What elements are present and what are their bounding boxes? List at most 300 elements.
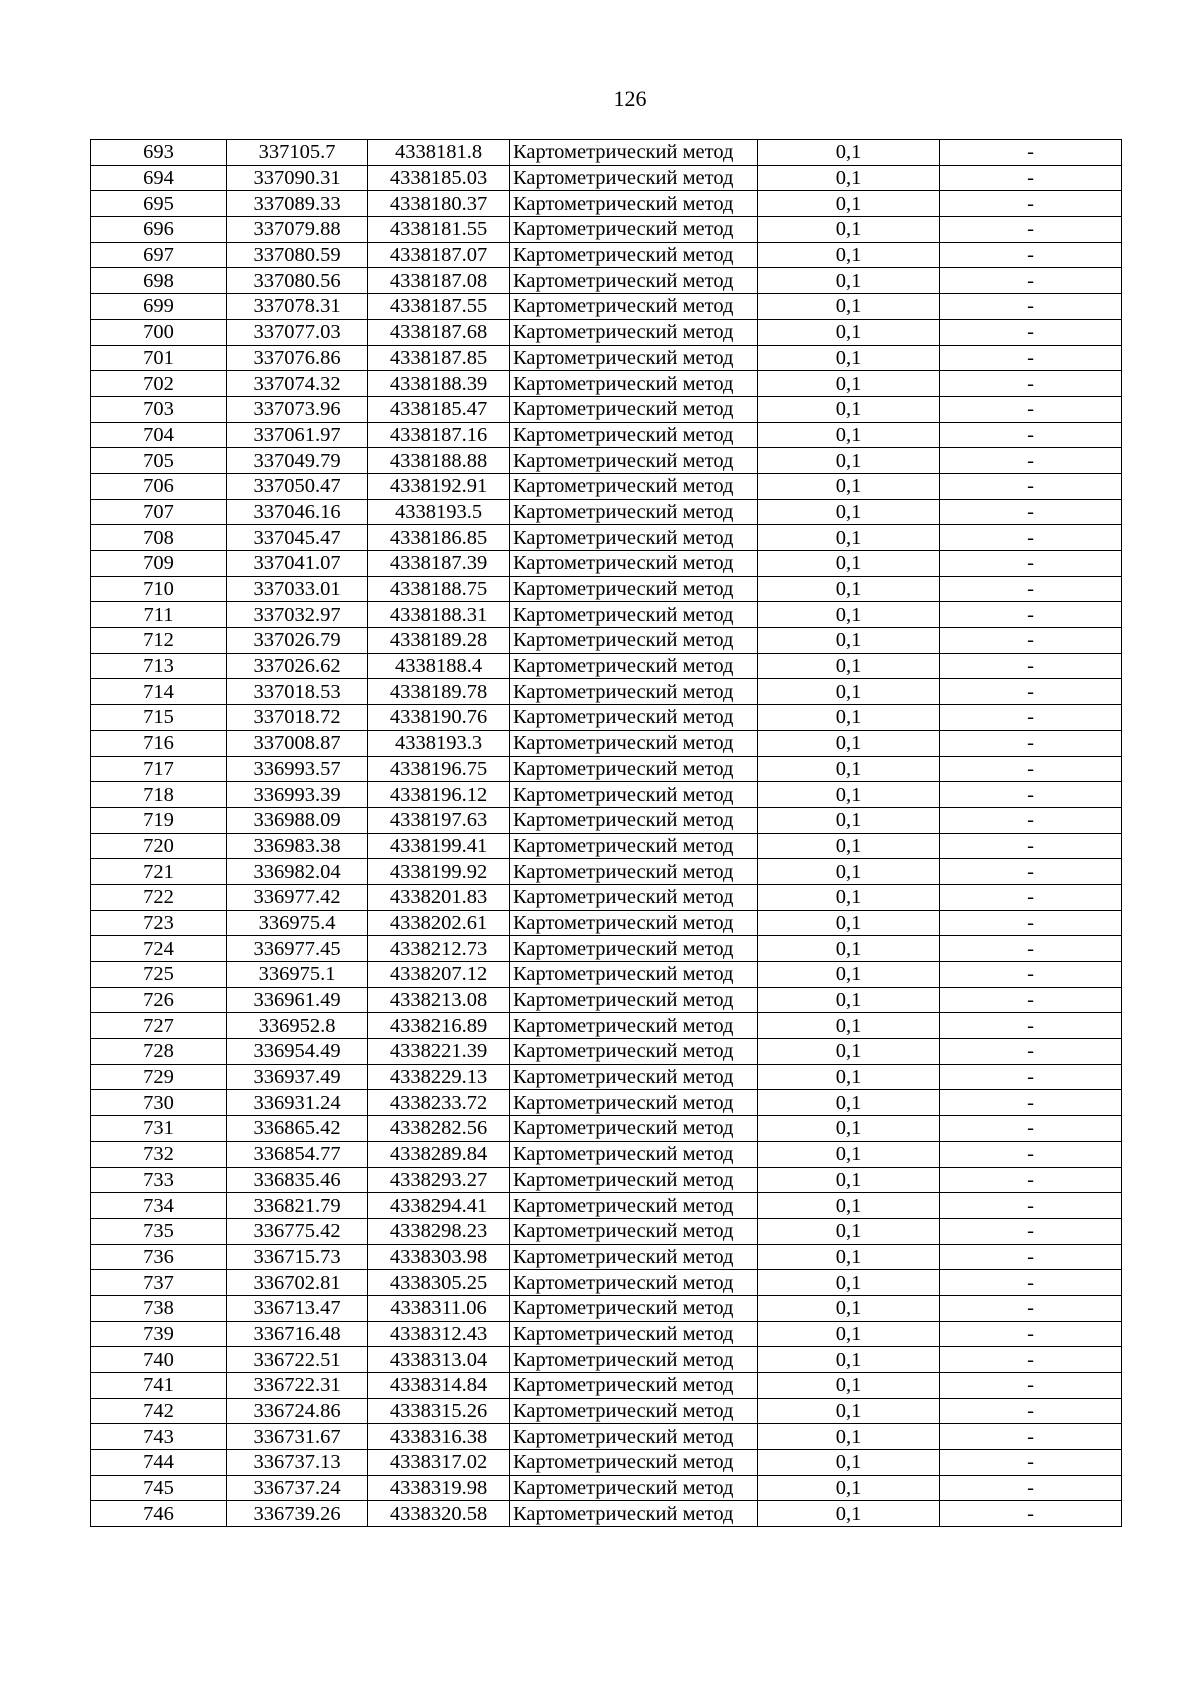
y-coordinate-cell: 4338312.43 [368, 1321, 510, 1347]
table-row [91, 1167, 1122, 1193]
x-coordinate-cell: 337049.79 [227, 448, 368, 474]
point-number-cell: 705 [91, 448, 227, 474]
accuracy-cell: 0,1 [758, 191, 940, 217]
accuracy-cell: 0,1 [758, 1116, 940, 1142]
point-number-cell: 693 [91, 140, 227, 166]
method-cell: Картометрический метод [510, 1321, 758, 1347]
accuracy-cell: 0,1 [758, 1398, 940, 1424]
table-row [91, 1295, 1122, 1321]
point-number-cell: 737 [91, 1270, 227, 1296]
x-coordinate-cell: 337073.96 [227, 396, 368, 422]
point-number-cell: 726 [91, 987, 227, 1013]
point-number-cell: 744 [91, 1450, 227, 1476]
accuracy-cell: 0,1 [758, 1064, 940, 1090]
point-number-cell: 719 [91, 807, 227, 833]
accuracy-cell: 0,1 [758, 859, 940, 885]
point-number-cell: 728 [91, 1039, 227, 1065]
method-cell: Картометрический метод [510, 191, 758, 217]
accuracy-cell: 0,1 [758, 165, 940, 191]
accuracy-cell: 0,1 [758, 422, 940, 448]
y-coordinate-cell: 4338187.68 [368, 319, 510, 345]
method-cell: Картометрический метод [510, 1218, 758, 1244]
accuracy-cell: 0,1 [758, 396, 940, 422]
table-row [91, 1013, 1122, 1039]
note-cell: - [940, 730, 1122, 756]
method-cell: Картометрический метод [510, 1244, 758, 1270]
accuracy-cell: 0,1 [758, 1424, 940, 1450]
note-cell: - [940, 602, 1122, 628]
point-number-cell: 733 [91, 1167, 227, 1193]
table-row [91, 551, 1122, 577]
y-coordinate-cell: 4338181.55 [368, 217, 510, 243]
y-coordinate-cell: 4338315.26 [368, 1398, 510, 1424]
x-coordinate-cell: 337046.16 [227, 499, 368, 525]
note-cell: - [940, 473, 1122, 499]
note-cell: - [940, 1039, 1122, 1065]
note-cell: - [940, 705, 1122, 731]
x-coordinate-cell: 337061.97 [227, 422, 368, 448]
method-cell: Картометрический метод [510, 576, 758, 602]
accuracy-cell: 0,1 [758, 217, 940, 243]
method-cell: Картометрический метод [510, 602, 758, 628]
note-cell: - [940, 1193, 1122, 1219]
method-cell: Картометрический метод [510, 371, 758, 397]
accuracy-cell: 0,1 [758, 910, 940, 936]
point-number-cell: 700 [91, 319, 227, 345]
accuracy-cell: 0,1 [758, 551, 940, 577]
x-coordinate-cell: 337041.07 [227, 551, 368, 577]
method-cell: Картометрический метод [510, 1193, 758, 1219]
y-coordinate-cell: 4338207.12 [368, 962, 510, 988]
note-cell: - [940, 653, 1122, 679]
y-coordinate-cell: 4338196.75 [368, 756, 510, 782]
y-coordinate-cell: 4338305.25 [368, 1270, 510, 1296]
note-cell: - [940, 217, 1122, 243]
point-number-cell: 703 [91, 396, 227, 422]
table-row [91, 268, 1122, 294]
accuracy-cell: 0,1 [758, 499, 940, 525]
y-coordinate-cell: 4338229.13 [368, 1064, 510, 1090]
point-number-cell: 741 [91, 1373, 227, 1399]
method-cell: Картометрический метод [510, 962, 758, 988]
table-row [91, 1450, 1122, 1476]
point-number-cell: 707 [91, 499, 227, 525]
coordinates-table [90, 139, 1122, 1527]
accuracy-cell: 0,1 [758, 1321, 940, 1347]
note-cell: - [940, 1141, 1122, 1167]
y-coordinate-cell: 4338188.88 [368, 448, 510, 474]
table-row [91, 1398, 1122, 1424]
y-coordinate-cell: 4338298.23 [368, 1218, 510, 1244]
point-number-cell: 706 [91, 473, 227, 499]
x-coordinate-cell: 337050.47 [227, 473, 368, 499]
y-coordinate-cell: 4338193.3 [368, 730, 510, 756]
table-row [91, 884, 1122, 910]
accuracy-cell: 0,1 [758, 1270, 940, 1296]
y-coordinate-cell: 4338221.39 [368, 1039, 510, 1065]
method-cell: Картометрический метод [510, 1141, 758, 1167]
table-row [91, 217, 1122, 243]
point-number-cell: 730 [91, 1090, 227, 1116]
note-cell: - [940, 1064, 1122, 1090]
table-row [91, 319, 1122, 345]
point-number-cell: 731 [91, 1116, 227, 1142]
point-number-cell: 738 [91, 1295, 227, 1321]
note-cell: - [940, 1295, 1122, 1321]
method-cell: Картометрический метод [510, 1373, 758, 1399]
method-cell: Картометрический метод [510, 217, 758, 243]
point-number-cell: 694 [91, 165, 227, 191]
note-cell: - [940, 1501, 1122, 1527]
note-cell: - [940, 525, 1122, 551]
x-coordinate-cell: 337077.03 [227, 319, 368, 345]
point-number-cell: 716 [91, 730, 227, 756]
note-cell: - [940, 1013, 1122, 1039]
table-row [91, 936, 1122, 962]
table-row [91, 1244, 1122, 1270]
accuracy-cell: 0,1 [758, 576, 940, 602]
point-number-cell: 742 [91, 1398, 227, 1424]
x-coordinate-cell: 337074.32 [227, 371, 368, 397]
point-number-cell: 727 [91, 1013, 227, 1039]
note-cell: - [940, 1373, 1122, 1399]
note-cell: - [940, 345, 1122, 371]
method-cell: Картометрический метод [510, 884, 758, 910]
point-number-cell: 698 [91, 268, 227, 294]
table-row [91, 782, 1122, 808]
accuracy-cell: 0,1 [758, 1347, 940, 1373]
method-cell: Картометрический метод [510, 910, 758, 936]
table-row [91, 1090, 1122, 1116]
note-cell: - [940, 859, 1122, 885]
accuracy-cell: 0,1 [758, 1141, 940, 1167]
note-cell: - [940, 1244, 1122, 1270]
y-coordinate-cell: 4338313.04 [368, 1347, 510, 1373]
y-coordinate-cell: 4338213.08 [368, 987, 510, 1013]
method-cell: Картометрический метод [510, 422, 758, 448]
method-cell: Картометрический метод [510, 525, 758, 551]
note-cell: - [940, 1116, 1122, 1142]
y-coordinate-cell: 4338187.16 [368, 422, 510, 448]
note-cell: - [940, 936, 1122, 962]
y-coordinate-cell: 4338193.5 [368, 499, 510, 525]
x-coordinate-cell: 337032.97 [227, 602, 368, 628]
y-coordinate-cell: 4338187.55 [368, 294, 510, 320]
method-cell: Картометрический метод [510, 730, 758, 756]
x-coordinate-cell: 337033.01 [227, 576, 368, 602]
note-cell: - [940, 884, 1122, 910]
x-coordinate-cell: 337078.31 [227, 294, 368, 320]
y-coordinate-cell: 4338190.76 [368, 705, 510, 731]
note-cell: - [940, 833, 1122, 859]
method-cell: Картометрический метод [510, 396, 758, 422]
method-cell: Картометрический метод [510, 345, 758, 371]
note-cell: - [940, 1218, 1122, 1244]
table-row [91, 602, 1122, 628]
table-row [91, 448, 1122, 474]
accuracy-cell: 0,1 [758, 1501, 940, 1527]
y-coordinate-cell: 4338196.12 [368, 782, 510, 808]
note-cell: - [940, 576, 1122, 602]
point-number-cell: 702 [91, 371, 227, 397]
accuracy-cell: 0,1 [758, 1475, 940, 1501]
table-row [91, 1347, 1122, 1373]
method-cell: Картометрический метод [510, 782, 758, 808]
table-row [91, 165, 1122, 191]
y-coordinate-cell: 4338185.47 [368, 396, 510, 422]
x-coordinate-cell: 336737.13 [227, 1450, 368, 1476]
point-number-cell: 732 [91, 1141, 227, 1167]
x-coordinate-cell: 337045.47 [227, 525, 368, 551]
page-number: 126 [613, 86, 647, 111]
accuracy-cell: 0,1 [758, 140, 940, 166]
note-cell: - [940, 1347, 1122, 1373]
method-cell: Картометрический метод [510, 1167, 758, 1193]
x-coordinate-cell: 337080.56 [227, 268, 368, 294]
y-coordinate-cell: 4338303.98 [368, 1244, 510, 1270]
accuracy-cell: 0,1 [758, 319, 940, 345]
coordinates-table-body [91, 140, 1122, 1527]
note-cell: - [940, 551, 1122, 577]
y-coordinate-cell: 4338289.84 [368, 1141, 510, 1167]
point-number-cell: 739 [91, 1321, 227, 1347]
y-coordinate-cell: 4338188.39 [368, 371, 510, 397]
y-coordinate-cell: 4338201.83 [368, 884, 510, 910]
method-cell: Картометрический метод [510, 268, 758, 294]
accuracy-cell: 0,1 [758, 936, 940, 962]
x-coordinate-cell: 336988.09 [227, 807, 368, 833]
table-row [91, 1475, 1122, 1501]
x-coordinate-cell: 337018.72 [227, 705, 368, 731]
accuracy-cell: 0,1 [758, 602, 940, 628]
table-row [91, 1218, 1122, 1244]
y-coordinate-cell: 4338180.37 [368, 191, 510, 217]
point-number-cell: 717 [91, 756, 227, 782]
table-row [91, 473, 1122, 499]
y-coordinate-cell: 4338316.38 [368, 1424, 510, 1450]
y-coordinate-cell: 4338192.91 [368, 473, 510, 499]
x-coordinate-cell: 336954.49 [227, 1039, 368, 1065]
table-row [91, 345, 1122, 371]
x-coordinate-cell: 336952.8 [227, 1013, 368, 1039]
note-cell: - [940, 756, 1122, 782]
x-coordinate-cell: 336722.51 [227, 1347, 368, 1373]
point-number-cell: 708 [91, 525, 227, 551]
note-cell: - [940, 242, 1122, 268]
point-number-cell: 735 [91, 1218, 227, 1244]
accuracy-cell: 0,1 [758, 473, 940, 499]
note-cell: - [940, 1321, 1122, 1347]
method-cell: Картометрический метод [510, 1398, 758, 1424]
y-coordinate-cell: 4338187.08 [368, 268, 510, 294]
table-row [91, 1373, 1122, 1399]
x-coordinate-cell: 336716.48 [227, 1321, 368, 1347]
y-coordinate-cell: 4338199.92 [368, 859, 510, 885]
note-cell: - [940, 962, 1122, 988]
table-row [91, 859, 1122, 885]
note-cell: - [940, 1424, 1122, 1450]
x-coordinate-cell: 336977.42 [227, 884, 368, 910]
note-cell: - [940, 319, 1122, 345]
x-coordinate-cell: 337076.86 [227, 345, 368, 371]
table-row [91, 653, 1122, 679]
accuracy-cell: 0,1 [758, 807, 940, 833]
table-row [91, 910, 1122, 936]
point-number-cell: 729 [91, 1064, 227, 1090]
accuracy-cell: 0,1 [758, 371, 940, 397]
note-cell: - [940, 1398, 1122, 1424]
method-cell: Картометрический метод [510, 1116, 758, 1142]
x-coordinate-cell: 336715.73 [227, 1244, 368, 1270]
x-coordinate-cell: 336865.42 [227, 1116, 368, 1142]
point-number-cell: 725 [91, 962, 227, 988]
method-cell: Картометрический метод [510, 294, 758, 320]
x-coordinate-cell: 337018.53 [227, 679, 368, 705]
method-cell: Картометрический метод [510, 473, 758, 499]
y-coordinate-cell: 4338293.27 [368, 1167, 510, 1193]
point-number-cell: 709 [91, 551, 227, 577]
table-row [91, 140, 1122, 166]
method-cell: Картометрический метод [510, 1270, 758, 1296]
table-row [91, 679, 1122, 705]
table-row [91, 1064, 1122, 1090]
accuracy-cell: 0,1 [758, 1244, 940, 1270]
point-number-cell: 695 [91, 191, 227, 217]
point-number-cell: 714 [91, 679, 227, 705]
x-coordinate-cell: 336975.1 [227, 962, 368, 988]
method-cell: Картометрический метод [510, 1064, 758, 1090]
y-coordinate-cell: 4338282.56 [368, 1116, 510, 1142]
accuracy-cell: 0,1 [758, 730, 940, 756]
x-coordinate-cell: 336982.04 [227, 859, 368, 885]
x-coordinate-cell: 336931.24 [227, 1090, 368, 1116]
y-coordinate-cell: 4338317.02 [368, 1450, 510, 1476]
x-coordinate-cell: 336821.79 [227, 1193, 368, 1219]
method-cell: Картометрический метод [510, 936, 758, 962]
method-cell: Картометрический метод [510, 987, 758, 1013]
y-coordinate-cell: 4338186.85 [368, 525, 510, 551]
y-coordinate-cell: 4338188.75 [368, 576, 510, 602]
y-coordinate-cell: 4338216.89 [368, 1013, 510, 1039]
table-row [91, 1141, 1122, 1167]
x-coordinate-cell: 337090.31 [227, 165, 368, 191]
note-cell: - [940, 987, 1122, 1013]
y-coordinate-cell: 4338212.73 [368, 936, 510, 962]
note-cell: - [940, 807, 1122, 833]
note-cell: - [940, 910, 1122, 936]
method-cell: Картометрический метод [510, 242, 758, 268]
accuracy-cell: 0,1 [758, 884, 940, 910]
x-coordinate-cell: 337008.87 [227, 730, 368, 756]
y-coordinate-cell: 4338233.72 [368, 1090, 510, 1116]
note-cell: - [940, 371, 1122, 397]
method-cell: Картометрический метод [510, 165, 758, 191]
note-cell: - [940, 422, 1122, 448]
x-coordinate-cell: 336731.67 [227, 1424, 368, 1450]
table-row [91, 371, 1122, 397]
table-row [91, 628, 1122, 654]
note-cell: - [940, 782, 1122, 808]
point-number-cell: 746 [91, 1501, 227, 1527]
point-number-cell: 734 [91, 1193, 227, 1219]
note-cell: - [940, 499, 1122, 525]
x-coordinate-cell: 336739.26 [227, 1501, 368, 1527]
y-coordinate-cell: 4338197.63 [368, 807, 510, 833]
y-coordinate-cell: 4338199.41 [368, 833, 510, 859]
method-cell: Картометрический метод [510, 807, 758, 833]
method-cell: Картометрический метод [510, 653, 758, 679]
accuracy-cell: 0,1 [758, 242, 940, 268]
x-coordinate-cell: 337026.62 [227, 653, 368, 679]
x-coordinate-cell: 336937.49 [227, 1064, 368, 1090]
x-coordinate-cell: 336775.42 [227, 1218, 368, 1244]
y-coordinate-cell: 4338311.06 [368, 1295, 510, 1321]
table-row [91, 833, 1122, 859]
x-coordinate-cell: 337079.88 [227, 217, 368, 243]
point-number-cell: 745 [91, 1475, 227, 1501]
accuracy-cell: 0,1 [758, 525, 940, 551]
accuracy-cell: 0,1 [758, 1167, 940, 1193]
x-coordinate-cell: 336724.86 [227, 1398, 368, 1424]
table-row [91, 191, 1122, 217]
note-cell: - [940, 191, 1122, 217]
table-row [91, 705, 1122, 731]
y-coordinate-cell: 4338294.41 [368, 1193, 510, 1219]
method-cell: Картометрический метод [510, 1475, 758, 1501]
table-row [91, 962, 1122, 988]
table-row [91, 1501, 1122, 1527]
table-row [91, 1321, 1122, 1347]
accuracy-cell: 0,1 [758, 268, 940, 294]
table-row [91, 756, 1122, 782]
accuracy-cell: 0,1 [758, 294, 940, 320]
table-row [91, 1424, 1122, 1450]
y-coordinate-cell: 4338185.03 [368, 165, 510, 191]
x-coordinate-cell: 337080.59 [227, 242, 368, 268]
x-coordinate-cell: 336722.31 [227, 1373, 368, 1399]
method-cell: Картометрический метод [510, 756, 758, 782]
accuracy-cell: 0,1 [758, 1295, 940, 1321]
point-number-cell: 711 [91, 602, 227, 628]
point-number-cell: 715 [91, 705, 227, 731]
x-coordinate-cell: 336854.77 [227, 1141, 368, 1167]
method-cell: Картометрический метод [510, 1013, 758, 1039]
point-number-cell: 720 [91, 833, 227, 859]
accuracy-cell: 0,1 [758, 962, 940, 988]
method-cell: Картометрический метод [510, 319, 758, 345]
method-cell: Картометрический метод [510, 551, 758, 577]
method-cell: Картометрический метод [510, 448, 758, 474]
note-cell: - [940, 294, 1122, 320]
y-coordinate-cell: 4338202.61 [368, 910, 510, 936]
accuracy-cell: 0,1 [758, 987, 940, 1013]
method-cell: Картометрический метод [510, 1090, 758, 1116]
table-row [91, 730, 1122, 756]
point-number-cell: 710 [91, 576, 227, 602]
x-coordinate-cell: 336737.24 [227, 1475, 368, 1501]
point-number-cell: 722 [91, 884, 227, 910]
table-row [91, 294, 1122, 320]
accuracy-cell: 0,1 [758, 1039, 940, 1065]
point-number-cell: 697 [91, 242, 227, 268]
x-coordinate-cell: 337089.33 [227, 191, 368, 217]
accuracy-cell: 0,1 [758, 705, 940, 731]
y-coordinate-cell: 4338320.58 [368, 1501, 510, 1527]
note-cell: - [940, 1090, 1122, 1116]
x-coordinate-cell: 336983.38 [227, 833, 368, 859]
table-row [91, 1270, 1122, 1296]
x-coordinate-cell: 336993.57 [227, 756, 368, 782]
